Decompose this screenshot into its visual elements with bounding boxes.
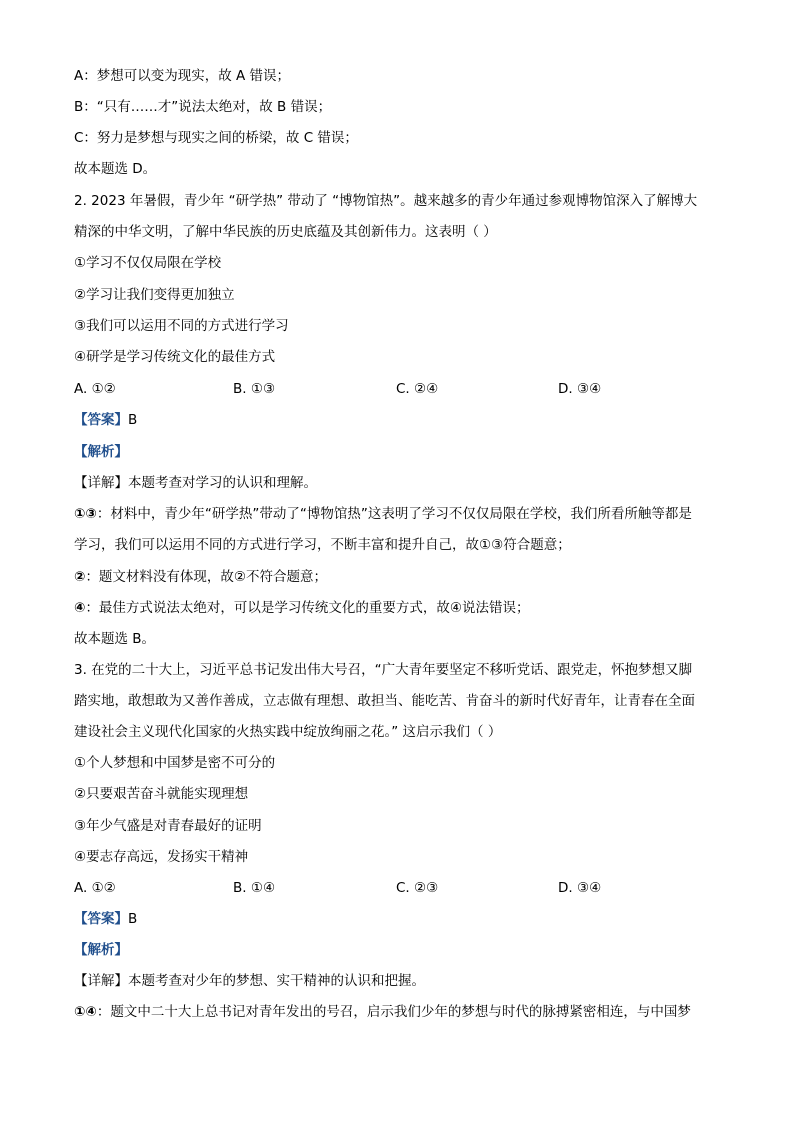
q3-detail: [74, 972, 425, 990]
q3-item-4: ④要志存高远，发扬实干精神: [74, 849, 249, 865]
q2-explanation-1-cont: 学习，我们可以运用不同的方式进行学习，不断丰富和提升自己，故①③符合题意；: [74, 537, 571, 553]
q2-stem-line-2: 精深的中华文明，了解中华民族的历史底蕴及其创新伟力。这表明（ ）: [74, 224, 497, 240]
detail-tag: 【详解】: [74, 475, 128, 491]
q2-option-c: C. ②④: [396, 381, 439, 397]
analysis-line-b: B：“只有……才”说法太绝对，故 B 错误；: [74, 99, 332, 115]
q2-option-a: A. ①②: [74, 381, 116, 397]
detail-text: 本题考查对学习的认识和理解。: [128, 475, 317, 491]
q3-item-1: ①个人梦想和中国梦是密不可分的: [74, 755, 276, 771]
q2-item-1: ①学习不仅仅局限在学校: [74, 255, 222, 271]
q3-item-3: ③年少气盛是对青春最好的证明: [74, 818, 262, 834]
explanation-text: ：材料中，青少年“研学热”带动了“博物馆热”这表明了学习不仅仅局限在学校，我们所看所触等都是: [96, 506, 692, 522]
conclusion-q2: 故本题选 B。: [74, 631, 156, 647]
q2-detail: [74, 474, 317, 492]
explanation-text: ：最佳方式说法太绝对，可以是学习传统文化的重要方式，故④说法错误；: [85, 600, 530, 616]
q2-item-4: ④研学是学习传统文化的最佳方式: [74, 349, 276, 365]
answer-value: B: [128, 412, 138, 428]
answer-value: B: [128, 911, 138, 927]
q3-stem-line-3: 建设社会主义现代化国家的火热实践中绽放绚丽之花。” 这启示我们（ ）: [74, 724, 502, 740]
q3-explanation-1: [74, 1003, 691, 1021]
explanation-label: ①④: [74, 1004, 97, 1020]
q3-stem-line-2: 踏实地，敢想敢为又善作善成，立志做有理想、敢担当、能吃苦、肯奋斗的新时代好青年，让青春在全面: [74, 693, 695, 709]
q2-explanation-2: [74, 568, 327, 586]
q2-analysis-tag: [74, 443, 128, 461]
explanation-label: ①③: [74, 506, 97, 522]
analysis-line-c: C：努力是梦想与现实之间的桥梁，故 C 错误；: [74, 130, 358, 146]
q3-option-c: C. ②③: [396, 880, 439, 896]
explanation-text: ：题文中二十大上总书记对青年发出的号召，启示我们少年的梦想与时代的脉搏紧密相连，与中国梦: [96, 1004, 691, 1020]
analysis-line-a: A：梦想可以变为现实，故 A 错误；: [74, 68, 291, 84]
answer-tag: 【答案】: [74, 412, 128, 428]
answer-tag: 【答案】: [74, 911, 128, 927]
q2-explanation-3: [74, 599, 530, 617]
q3-option-d: D. ③④: [558, 880, 602, 896]
q3-stem-line-1: 3. 在党的二十大上，习近平总书记发出伟大号召，“广大青年要坚定不移听党话、跟党走，怀抱梦想又脚: [74, 662, 693, 678]
q2-stem-line-1: 2. 2023 年暑假，青少年 “研学热” 带动了 “博物馆热”。越来越多的青少年通过参观博物馆深入了解博大: [74, 193, 698, 209]
q3-option-b: B. ①④: [233, 880, 276, 896]
q2-explanation-1: [74, 505, 692, 523]
q3-analysis-tag: [74, 941, 128, 959]
detail-text: 本题考查对少年的梦想、实干精神的认识和把握。: [128, 973, 425, 989]
q2-answer: [74, 411, 137, 429]
explanation-label: ②: [74, 569, 86, 585]
explanation-text: ：题文材料没有体现，故②不符合题意；: [85, 569, 328, 585]
analysis-tag: 【解析】: [74, 444, 128, 460]
q2-option-d: D. ③④: [558, 381, 602, 397]
q3-option-a: A. ①②: [74, 880, 116, 896]
detail-tag: 【详解】: [74, 973, 128, 989]
conclusion-q1: 故本题选 D。: [74, 161, 157, 177]
q3-answer: [74, 910, 137, 928]
q3-item-2: ②只要艰苦奋斗就能实现理想: [74, 786, 249, 802]
q2-item-3: ③我们可以运用不同的方式进行学习: [74, 318, 289, 334]
explanation-label: ④: [74, 600, 86, 616]
q2-option-b: B. ①③: [233, 381, 276, 397]
q2-item-2: ②学习让我们变得更加独立: [74, 287, 235, 303]
analysis-tag: 【解析】: [74, 942, 128, 958]
